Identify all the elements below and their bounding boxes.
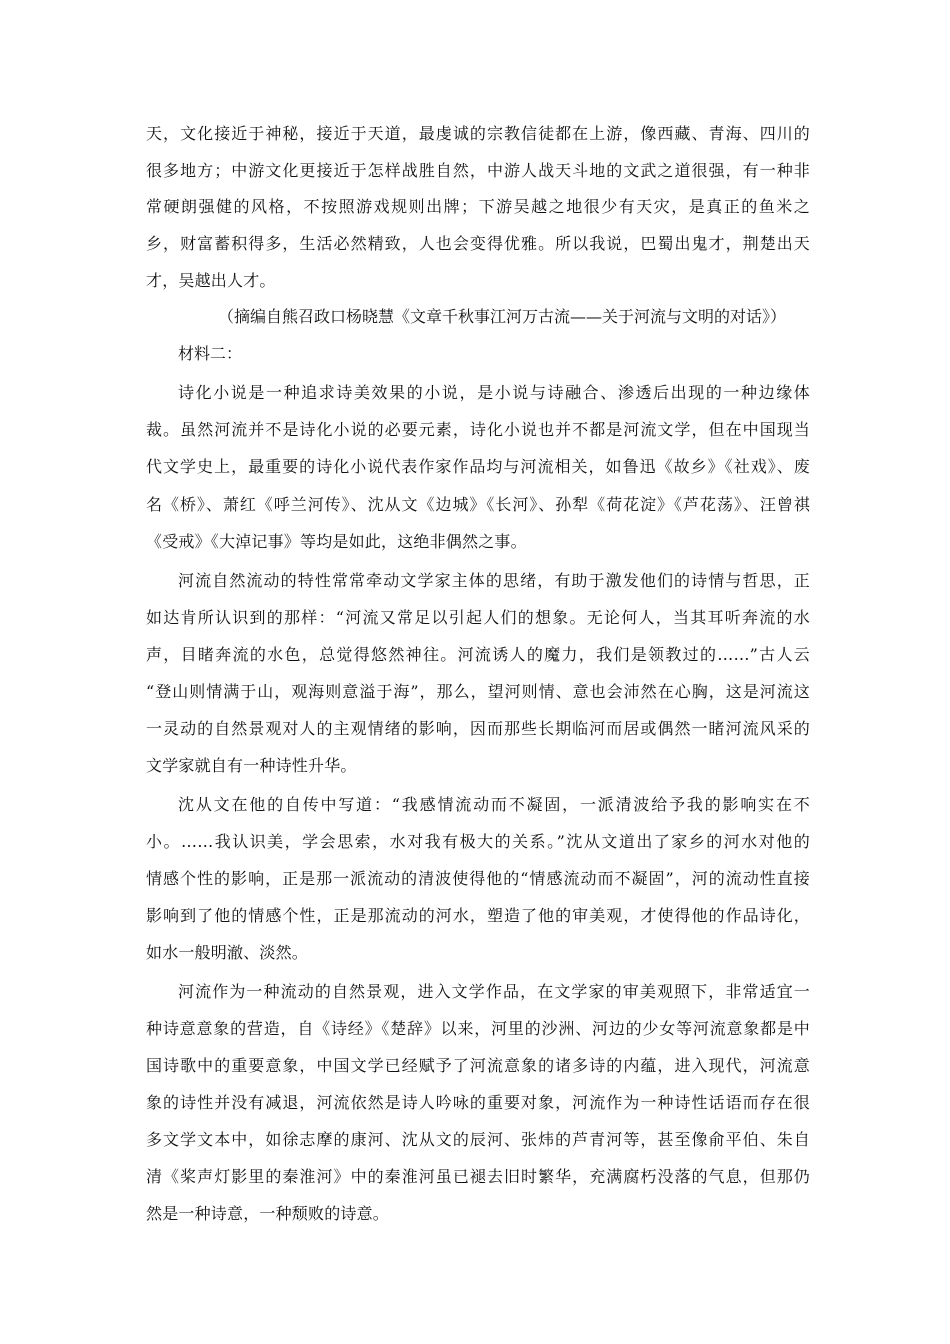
text-line: 文学家就自有一种诗性升华。 <box>146 756 357 775</box>
text-line: 常硬朗强健的风格，不按照游戏规则出牌；下游吴越之地很少有天灾，是真正的鱼米之 <box>146 197 810 216</box>
text-line: 小。……我认识美，学会思索，水对我有极大的关系。”沈从文道出了家乡的河水对他的 <box>146 832 810 851</box>
text-line: 裁。虽然河流并不是诗化小说的必要元素，诗化小说也并不都是河流文学，但在中国现当 <box>146 420 810 439</box>
text-line: 乡，财富蓄积得多，生活必然精致，人也会变得优雅。所以我说，巴蜀出鬼才，荆楚出天 <box>146 234 810 253</box>
text-line: 才，吴越出人才。 <box>146 271 276 290</box>
text-line: 清《桨声灯影里的秦淮河》中的秦淮河虽已褪去旧时繁华，充满腐朽没落的气息，但那仍 <box>146 1167 810 1186</box>
text-line: 国诗歌中的重要意象，中国文学已经赋予了河流意象的诸多诗的内蕴，进入现代，河流意 <box>146 1056 810 1075</box>
section-heading: 材料二： <box>178 344 243 363</box>
text-line: 如水一般明澈、淡然。 <box>146 943 309 962</box>
text-line: 影响到了他的情感个性，正是那流动的河水，塑造了他的审美观，才使得他的作品诗化， <box>146 906 810 925</box>
text-line: 声，目睹奔流的水色，总觉得悠然神往。河流诱人的魔力，我们是领教过的……”古人云 <box>146 645 810 664</box>
text-line: 象的诗性并没有减退，河流依然是诗人吟咏的重要对象，河流作为一种诗性话语而存在很 <box>146 1093 810 1112</box>
text-line: 然是一种诗意，一种颓败的诗意。 <box>146 1204 390 1223</box>
text-line: 《受戒》《大淖记事》等均是如此，这绝非偶然之事。 <box>146 532 527 551</box>
text-line: 河流作为一种流动的自然景观，进入文学作品，在文学家的审美观照下，非常适宜一 <box>178 982 810 1001</box>
text-line: 代文学史上，最重要的诗化小说代表作家作品均与河流相关，如鲁迅《故乡》《社戏》、废 <box>146 457 810 476</box>
text-line: “登山则情满于山，观海则意溢于海”，那么，望河则情、意也会沛然在心胸，这是河流这 <box>146 682 810 701</box>
text-line: 很多地方；中游文化更接近于怎样战胜自然，中游人战天斗地的文武之道很强，有一种非 <box>146 161 810 180</box>
text-line: 诗化小说是一种追求诗美效果的小说，是小说与诗融合、渗透后出现的一种边缘体 <box>178 383 810 402</box>
text-line: 如达肯所认识到的那样：“河流又常足以引起人们的想象。无论何人，当其耳听奔流的水 <box>146 608 810 627</box>
text-line: 情感个性的影响，正是那一派流动的清波使得他的“情感流动而不凝固”，河的流动性直接 <box>146 869 810 888</box>
text-line: 多文学文本中，如徐志摩的康河、沈从文的辰河、张炜的芦青河等，甚至像俞平伯、朱自 <box>146 1130 810 1149</box>
text-line: 一灵动的自然景观对人的主观情绪的影响，因而那些长期临河而居或偶然一睹河流风采的 <box>146 719 810 738</box>
text-line: 种诗意意象的营造，自《诗经》《楚辞》以来，河里的沙洲、河边的少女等河流意象都是中 <box>146 1019 810 1038</box>
text-line: 天，文化接近于神秘，接近于天道，最虔诚的宗教信徒都在上游，像西藏、青海、四川的 <box>146 124 810 143</box>
text-line: 河流自然流动的特性常常牵动文学家主体的思绪，有助于激发他们的诗情与哲思，正 <box>178 571 810 590</box>
source-citation: （摘编自熊召政口杨晓慧《文章千秋事江河万古流——关于河流与文明的对话》） <box>218 307 787 326</box>
text-line: 名《桥》、萧红《呼兰河传》、沈从文《边城》《长河》、孙犁《荷花淀》《芦花荡》、汪曾祺 <box>146 495 810 514</box>
text-line: 沈从文在他的自传中写道：“我感情流动而不凝固，一派清波给予我的影响实在不 <box>178 795 810 814</box>
